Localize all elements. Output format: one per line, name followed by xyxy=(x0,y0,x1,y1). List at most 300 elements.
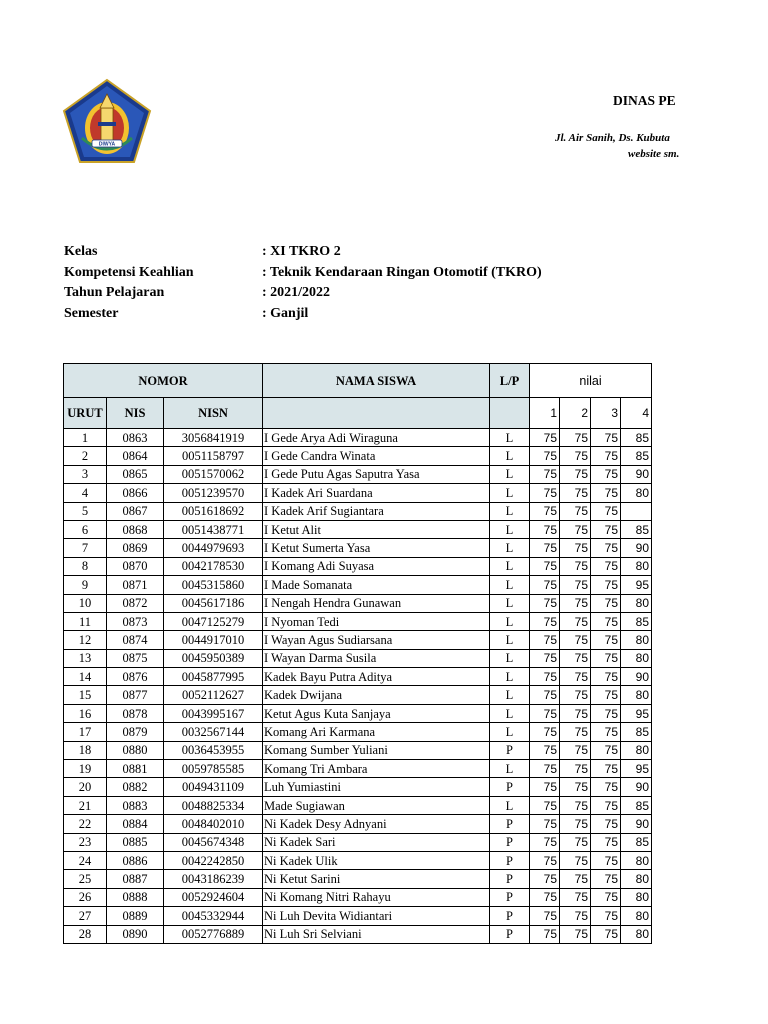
cell-nilai-4: 80 xyxy=(621,925,652,943)
cell-nilai-4: 95 xyxy=(621,760,652,778)
cell-lp: L xyxy=(490,502,530,520)
cell-lp: P xyxy=(490,888,530,906)
cell-nilai-4: 80 xyxy=(621,631,652,649)
cell-nis: 0886 xyxy=(107,851,164,869)
cell-nama-siswa: Ketut Agus Kuta Sanjaya xyxy=(263,704,490,722)
table-row xyxy=(64,778,652,796)
cell-lp: L xyxy=(490,429,530,447)
cell-nilai-1: 75 xyxy=(530,631,560,649)
cell-lp: L xyxy=(490,612,530,630)
cell-nilai-4: 90 xyxy=(621,465,652,483)
cell-lp: L xyxy=(490,760,530,778)
cell-nilai-4: 85 xyxy=(621,612,652,630)
cell-lp: P xyxy=(490,907,530,925)
cell-nilai-2: 75 xyxy=(560,465,591,483)
cell-nilai-3: 75 xyxy=(591,576,621,594)
cell-nis: 0883 xyxy=(107,796,164,814)
cell-nilai-2: 75 xyxy=(560,760,591,778)
cell-nilai-1: 75 xyxy=(530,447,560,465)
cell-nilai-3: 75 xyxy=(591,520,621,538)
table-row xyxy=(64,760,652,778)
cell-nisn: 0043186239 xyxy=(164,870,263,888)
cell-nilai-1: 75 xyxy=(530,925,560,943)
cell-nilai-1: 75 xyxy=(530,833,560,851)
cell-urut: 24 xyxy=(64,851,107,869)
cell-lp: L xyxy=(490,576,530,594)
cell-nilai-2: 75 xyxy=(560,649,591,667)
bali-province-emblem-icon xyxy=(62,78,152,164)
cell-nisn: 0052924604 xyxy=(164,888,263,906)
institution-address: Jl. Air Sanih, Ds. Kubuta xyxy=(555,132,670,144)
cell-nilai-4: 80 xyxy=(621,686,652,704)
cell-nilai-1: 75 xyxy=(530,704,560,722)
cell-nis: 0882 xyxy=(107,778,164,796)
cell-urut: 13 xyxy=(64,649,107,667)
table-row xyxy=(64,502,652,520)
table-row xyxy=(64,796,652,814)
table-row xyxy=(64,649,652,667)
table-row xyxy=(64,870,652,888)
cell-urut: 27 xyxy=(64,907,107,925)
cell-nis: 0865 xyxy=(107,465,164,483)
info-value: : XI TKRO 2 xyxy=(262,244,341,259)
cell-nilai-2: 75 xyxy=(560,907,591,925)
cell-nilai-1: 75 xyxy=(530,576,560,594)
cell-nilai-3: 75 xyxy=(591,870,621,888)
cell-nisn: 0036453955 xyxy=(164,741,263,759)
cell-lp: L xyxy=(490,539,530,557)
table-row xyxy=(64,520,652,538)
cell-nisn: 0044979693 xyxy=(164,539,263,557)
cell-nis: 0868 xyxy=(107,520,164,538)
cell-nilai-2: 75 xyxy=(560,815,591,833)
grades-table xyxy=(63,363,652,944)
cell-nisn: 0051239570 xyxy=(164,484,263,502)
header-nilai-col-1: 1 xyxy=(530,398,560,429)
cell-nilai-4: 80 xyxy=(621,851,652,869)
cell-nisn: 0052112627 xyxy=(164,686,263,704)
cell-nama-siswa: Komang Tri Ambara xyxy=(263,760,490,778)
cell-nama-siswa: Ni Komang Nitri Rahayu xyxy=(263,888,490,906)
cell-urut: 26 xyxy=(64,888,107,906)
info-value: : Teknik Kendaraan Ringan Otomotif (TKRO) xyxy=(262,264,542,280)
cell-nilai-1: 75 xyxy=(530,741,560,759)
cell-nilai-1: 75 xyxy=(530,484,560,502)
cell-nisn: 0059785585 xyxy=(164,760,263,778)
cell-nis: 0876 xyxy=(107,668,164,686)
cell-nis: 0874 xyxy=(107,631,164,649)
cell-nilai-2: 75 xyxy=(560,888,591,906)
cell-nis: 0881 xyxy=(107,760,164,778)
cell-nisn: 0048402010 xyxy=(164,815,263,833)
cell-nilai-4: 90 xyxy=(621,668,652,686)
cell-nama-siswa: I Wayan Darma Susila xyxy=(263,649,490,667)
cell-nilai-1: 75 xyxy=(530,815,560,833)
cell-nilai-3: 75 xyxy=(591,815,621,833)
cell-nilai-4 xyxy=(621,502,652,520)
cell-nisn: 3056841919 xyxy=(164,429,263,447)
cell-nisn: 0045877995 xyxy=(164,668,263,686)
cell-nilai-1: 75 xyxy=(530,502,560,520)
cell-nis: 0872 xyxy=(107,594,164,612)
cell-nilai-4: 80 xyxy=(621,594,652,612)
cell-nilai-3: 75 xyxy=(591,704,621,722)
cell-nilai-1: 75 xyxy=(530,907,560,925)
cell-nilai-2: 75 xyxy=(560,741,591,759)
cell-nilai-4: 85 xyxy=(621,429,652,447)
cell-nilai-2: 75 xyxy=(560,594,591,612)
cell-nilai-2: 75 xyxy=(560,520,591,538)
cell-nilai-2: 75 xyxy=(560,631,591,649)
table-row xyxy=(64,668,652,686)
cell-urut: 2 xyxy=(64,447,107,465)
header-nilai-col-2: 2 xyxy=(560,398,591,429)
table-row xyxy=(64,429,652,447)
cell-urut: 12 xyxy=(64,631,107,649)
cell-nama-siswa: I Made Somanata xyxy=(263,576,490,594)
cell-urut: 21 xyxy=(64,796,107,814)
cell-nilai-4: 85 xyxy=(621,520,652,538)
cell-nama-siswa: Ni Luh Sri Selviani xyxy=(263,925,490,943)
cell-nilai-1: 75 xyxy=(530,778,560,796)
cell-urut: 5 xyxy=(64,502,107,520)
cell-nis: 0875 xyxy=(107,649,164,667)
cell-nilai-3: 75 xyxy=(591,668,621,686)
cell-nilai-4: 80 xyxy=(621,870,652,888)
cell-nama-siswa: Komang Ari Karmana xyxy=(263,723,490,741)
cell-nama-siswa: Ni Kadek Ulik xyxy=(263,851,490,869)
cell-lp: L xyxy=(490,465,530,483)
cell-nisn: 0048825334 xyxy=(164,796,263,814)
cell-nama-siswa: I Nyoman Tedi xyxy=(263,612,490,630)
svg-text:DIWYA: DIWYA xyxy=(98,141,116,148)
header-nama-siswa: NAMA SISWA xyxy=(263,364,490,398)
cell-urut: 25 xyxy=(64,870,107,888)
table-row xyxy=(64,539,652,557)
table-row xyxy=(64,465,652,483)
cell-nis: 0871 xyxy=(107,576,164,594)
cell-nis: 0887 xyxy=(107,870,164,888)
cell-nis: 0889 xyxy=(107,907,164,925)
institution-title: DINAS PE xyxy=(613,93,676,108)
cell-nilai-4: 85 xyxy=(621,723,652,741)
cell-nilai-2: 75 xyxy=(560,723,591,741)
cell-nilai-3: 75 xyxy=(591,465,621,483)
cell-lp: L xyxy=(490,649,530,667)
cell-nilai-2: 75 xyxy=(560,925,591,943)
cell-nama-siswa: Kadek Bayu Putra Aditya xyxy=(263,668,490,686)
cell-nilai-2: 75 xyxy=(560,668,591,686)
table-row xyxy=(64,888,652,906)
cell-nama-siswa: Luh Yumiastini xyxy=(263,778,490,796)
cell-urut: 11 xyxy=(64,612,107,630)
cell-nilai-4: 90 xyxy=(621,815,652,833)
cell-nis: 0879 xyxy=(107,723,164,741)
cell-nama-siswa: Kadek Dwijana xyxy=(263,686,490,704)
cell-nilai-3: 75 xyxy=(591,429,621,447)
cell-urut: 22 xyxy=(64,815,107,833)
cell-lp: L xyxy=(490,686,530,704)
cell-lp: L xyxy=(490,520,530,538)
cell-nilai-2: 75 xyxy=(560,870,591,888)
cell-urut: 20 xyxy=(64,778,107,796)
cell-urut: 17 xyxy=(64,723,107,741)
cell-nama-siswa: Ni Kadek Sari xyxy=(263,833,490,851)
info-value: : 2021/2022 xyxy=(262,285,331,300)
cell-nilai-3: 75 xyxy=(591,502,621,520)
cell-nama-siswa: I Gede Putu Agas Saputra Yasa xyxy=(263,465,490,483)
cell-nama-siswa: I Nengah Hendra Gunawan xyxy=(263,594,490,612)
cell-urut: 19 xyxy=(64,760,107,778)
cell-nilai-2: 75 xyxy=(560,612,591,630)
cell-nilai-2: 75 xyxy=(560,704,591,722)
cell-nis: 0878 xyxy=(107,704,164,722)
cell-nilai-4: 95 xyxy=(621,704,652,722)
cell-urut: 28 xyxy=(64,925,107,943)
cell-nisn: 0045617186 xyxy=(164,594,263,612)
cell-nisn: 0051570062 xyxy=(164,465,263,483)
cell-nis: 0869 xyxy=(107,539,164,557)
cell-nilai-4: 80 xyxy=(621,649,652,667)
cell-lp: L xyxy=(490,704,530,722)
cell-nilai-3: 75 xyxy=(591,631,621,649)
cell-nis: 0867 xyxy=(107,502,164,520)
cell-lp: P xyxy=(490,815,530,833)
cell-nisn: 0043995167 xyxy=(164,704,263,722)
table-row xyxy=(64,631,652,649)
cell-nilai-1: 75 xyxy=(530,723,560,741)
cell-nilai-2: 75 xyxy=(560,557,591,575)
cell-lp: P xyxy=(490,778,530,796)
cell-nilai-3: 75 xyxy=(591,612,621,630)
cell-nilai-2: 75 xyxy=(560,576,591,594)
cell-nilai-4: 85 xyxy=(621,796,652,814)
cell-nilai-3: 75 xyxy=(591,925,621,943)
cell-nilai-1: 75 xyxy=(530,539,560,557)
cell-nama-siswa: Ni Ketut Sarini xyxy=(263,870,490,888)
cell-nilai-1: 75 xyxy=(530,649,560,667)
header-nisn: NISN xyxy=(164,398,263,429)
table-row xyxy=(64,686,652,704)
cell-nilai-2: 75 xyxy=(560,686,591,704)
info-value: : Ganjil xyxy=(262,305,309,321)
cell-nisn: 0045315860 xyxy=(164,576,263,594)
cell-nisn: 0042178530 xyxy=(164,557,263,575)
table-row xyxy=(64,594,652,612)
info-label: Kompetensi Keahlian xyxy=(64,264,194,280)
cell-nisn: 0051158797 xyxy=(164,447,263,465)
cell-nama-siswa: I Ketut Sumerta Yasa xyxy=(263,539,490,557)
table-row xyxy=(64,484,652,502)
cell-nilai-2: 75 xyxy=(560,484,591,502)
cell-nilai-1: 75 xyxy=(530,465,560,483)
cell-urut: 3 xyxy=(64,465,107,483)
cell-lp: L xyxy=(490,668,530,686)
header-nilai-col-3: 3 xyxy=(591,398,621,429)
cell-nis: 0866 xyxy=(107,484,164,502)
cell-nama-siswa: Ni Kadek Desy Adnyani xyxy=(263,815,490,833)
cell-urut: 9 xyxy=(64,576,107,594)
cell-lp: P xyxy=(490,851,530,869)
cell-urut: 23 xyxy=(64,833,107,851)
cell-nisn: 0042242850 xyxy=(164,851,263,869)
cell-nilai-1: 75 xyxy=(530,520,560,538)
cell-nilai-2: 75 xyxy=(560,429,591,447)
cell-nis: 0877 xyxy=(107,686,164,704)
cell-nilai-4: 80 xyxy=(621,484,652,502)
cell-nis: 0863 xyxy=(107,429,164,447)
cell-nilai-3: 75 xyxy=(591,760,621,778)
cell-nilai-3: 75 xyxy=(591,649,621,667)
cell-nilai-3: 75 xyxy=(591,888,621,906)
cell-nis: 0864 xyxy=(107,447,164,465)
table-row xyxy=(64,576,652,594)
cell-lp: L xyxy=(490,557,530,575)
cell-nisn: 0047125279 xyxy=(164,612,263,630)
cell-lp: L xyxy=(490,594,530,612)
cell-nilai-1: 75 xyxy=(530,686,560,704)
cell-nilai-3: 75 xyxy=(591,539,621,557)
cell-nis: 0870 xyxy=(107,557,164,575)
cell-nisn: 0051438771 xyxy=(164,520,263,538)
cell-lp: L xyxy=(490,447,530,465)
cell-nama-siswa: I Ketut Alit xyxy=(263,520,490,538)
cell-nilai-3: 75 xyxy=(591,741,621,759)
cell-nilai-4: 80 xyxy=(621,741,652,759)
cell-nilai-4: 85 xyxy=(621,833,652,851)
cell-urut: 7 xyxy=(64,539,107,557)
cell-nama-siswa: I Kadek Ari Suardana xyxy=(263,484,490,502)
cell-nilai-4: 80 xyxy=(621,907,652,925)
letterhead xyxy=(0,0,685,200)
cell-nisn: 0052776889 xyxy=(164,925,263,943)
table-row xyxy=(64,851,652,869)
header-urut: URUT xyxy=(64,398,107,429)
cell-nilai-1: 75 xyxy=(530,760,560,778)
cell-nama-siswa: I Wayan Agus Sudiarsana xyxy=(263,631,490,649)
cell-nama-siswa: I Kadek Arif Sugiantara xyxy=(263,502,490,520)
cell-nilai-3: 75 xyxy=(591,778,621,796)
info-label: Kelas xyxy=(64,244,98,259)
cell-nama-siswa: I Gede Arya Adi Wiraguna xyxy=(263,429,490,447)
cell-urut: 8 xyxy=(64,557,107,575)
cell-nilai-2: 75 xyxy=(560,796,591,814)
cell-lp: P xyxy=(490,870,530,888)
cell-nilai-2: 75 xyxy=(560,851,591,869)
cell-urut: 16 xyxy=(64,704,107,722)
cell-urut: 15 xyxy=(64,686,107,704)
cell-nilai-4: 95 xyxy=(621,576,652,594)
cell-nilai-2: 75 xyxy=(560,778,591,796)
cell-nis: 0873 xyxy=(107,612,164,630)
cell-nilai-4: 80 xyxy=(621,888,652,906)
cell-nis: 0890 xyxy=(107,925,164,943)
cell-nilai-3: 75 xyxy=(591,907,621,925)
cell-urut: 18 xyxy=(64,741,107,759)
table-row xyxy=(64,447,652,465)
cell-nama-siswa: I Gede Candra Winata xyxy=(263,447,490,465)
cell-nilai-3: 75 xyxy=(591,723,621,741)
cell-urut: 6 xyxy=(64,520,107,538)
header-nis: NIS xyxy=(107,398,164,429)
table-row xyxy=(64,741,652,759)
cell-lp: L xyxy=(490,484,530,502)
cell-nilai-3: 75 xyxy=(591,557,621,575)
cell-nilai-4: 80 xyxy=(621,557,652,575)
cell-nisn: 0045674348 xyxy=(164,833,263,851)
cell-nilai-3: 75 xyxy=(591,447,621,465)
cell-urut: 10 xyxy=(64,594,107,612)
cell-nilai-4: 90 xyxy=(621,778,652,796)
cell-lp: L xyxy=(490,723,530,741)
cell-nisn: 0045950389 xyxy=(164,649,263,667)
cell-nilai-3: 75 xyxy=(591,851,621,869)
cell-nilai-1: 75 xyxy=(530,557,560,575)
cell-nilai-1: 75 xyxy=(530,594,560,612)
cell-lp: P xyxy=(490,741,530,759)
cell-urut: 4 xyxy=(64,484,107,502)
cell-nilai-1: 75 xyxy=(530,851,560,869)
cell-lp: P xyxy=(490,833,530,851)
cell-nilai-1: 75 xyxy=(530,668,560,686)
table-row xyxy=(64,815,652,833)
cell-nama-siswa: Ni Luh Devita Widiantari xyxy=(263,907,490,925)
cell-nisn: 0044917010 xyxy=(164,631,263,649)
cell-nilai-3: 75 xyxy=(591,833,621,851)
cell-nilai-1: 75 xyxy=(530,612,560,630)
cell-nilai-3: 75 xyxy=(591,796,621,814)
table-row xyxy=(64,723,652,741)
header-nilai-col-4: 4 xyxy=(621,398,652,429)
table-row xyxy=(64,704,652,722)
table-row xyxy=(64,557,652,575)
cell-lp: L xyxy=(490,631,530,649)
info-label: Semester xyxy=(64,305,119,321)
table-row xyxy=(64,612,652,630)
cell-nilai-1: 75 xyxy=(530,429,560,447)
cell-nilai-2: 75 xyxy=(560,539,591,557)
table-row xyxy=(64,907,652,925)
table-row xyxy=(64,833,652,851)
table-row xyxy=(64,925,652,943)
cell-nisn: 0032567144 xyxy=(164,723,263,741)
header-lp: L/P xyxy=(490,364,530,398)
cell-lp: L xyxy=(490,796,530,814)
cell-nilai-1: 75 xyxy=(530,870,560,888)
cell-nilai-3: 75 xyxy=(591,594,621,612)
cell-nilai-3: 75 xyxy=(591,686,621,704)
cell-nama-siswa: I Komang Adi Suyasa xyxy=(263,557,490,575)
cell-nama-siswa: Made Sugiawan xyxy=(263,796,490,814)
cell-nilai-1: 75 xyxy=(530,888,560,906)
cell-nisn: 0049431109 xyxy=(164,778,263,796)
cell-nilai-1: 75 xyxy=(530,796,560,814)
header-nomor: NOMOR xyxy=(64,364,263,398)
cell-nilai-4: 85 xyxy=(621,447,652,465)
cell-nisn: 0051618692 xyxy=(164,502,263,520)
cell-lp: P xyxy=(490,925,530,943)
cell-nis: 0884 xyxy=(107,815,164,833)
cell-nis: 0888 xyxy=(107,888,164,906)
cell-nisn: 0045332944 xyxy=(164,907,263,925)
cell-nilai-2: 75 xyxy=(560,502,591,520)
cell-nis: 0885 xyxy=(107,833,164,851)
cell-nis: 0880 xyxy=(107,741,164,759)
info-label: Tahun Pelajaran xyxy=(64,285,165,300)
header-nilai: nilai xyxy=(530,364,652,398)
cell-nilai-2: 75 xyxy=(560,833,591,851)
institution-website: website sm. xyxy=(628,148,680,160)
